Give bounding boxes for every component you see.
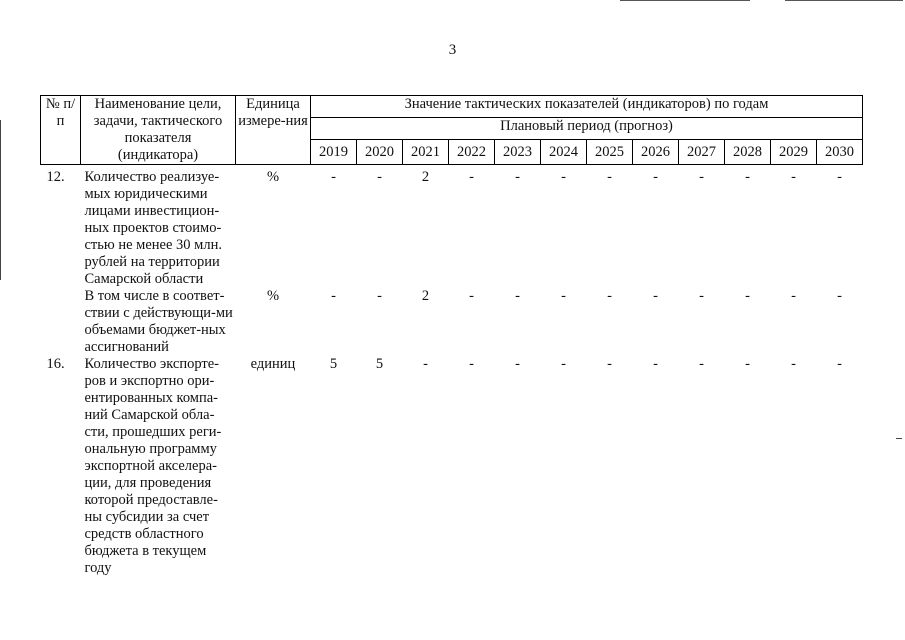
indicators-table: [40, 95, 863, 577]
value-cell: -: [653, 288, 658, 304]
value-cell: -: [561, 356, 566, 372]
value-cell: -: [469, 169, 474, 185]
header-unit: Единица измере-ния: [236, 96, 311, 165]
header-year: 2027: [679, 140, 725, 165]
header-plan-period: Плановый период (прогноз): [311, 118, 863, 140]
value-cell: -: [699, 288, 704, 304]
value-cell: -: [745, 169, 750, 185]
value-cell: -: [791, 169, 796, 185]
value-cell: -: [515, 288, 520, 304]
header-year: 2020: [357, 140, 403, 165]
unit-cell: %: [266, 288, 280, 304]
value-cell: -: [515, 356, 520, 372]
page-number: 3: [448, 42, 457, 58]
indicator-name: Количество экспорте-ров и экспортно ори-ентированных компа-ний Самарской обла-сти, прошедших реги-ональную программу экспортной акселера-ции, для проведения которой предоставле-ны субсидии за счет средств областного бюджета в текущем году: [84, 356, 222, 576]
value-cell: -: [377, 288, 382, 304]
header-year: 2029: [771, 140, 817, 165]
value-cell: 2: [421, 169, 430, 185]
indicator-name: Количество реализуе-мых юридическими лицами инвестицион-ных проектов стоимо-стью не менее 30 млн. рублей на территории Самарской области: [84, 169, 222, 287]
row-number: 16.: [46, 356, 65, 372]
value-cell: 5: [329, 356, 338, 372]
header-name: Наименование цели, задачи, тактического показателя (индикатора): [81, 96, 236, 165]
value-cell: -: [331, 169, 336, 185]
value-cell: -: [469, 288, 474, 304]
header-year: 2024: [541, 140, 587, 165]
table-row: [41, 356, 863, 577]
value-cell: 2: [421, 288, 430, 304]
value-cell: -: [607, 356, 612, 372]
top-scan-line-1: [620, 0, 750, 1]
header-num: № п/п: [41, 96, 81, 165]
row-number: 12.: [46, 169, 65, 185]
row-number: [41, 288, 81, 356]
value-cell: -: [653, 169, 658, 185]
value-cell: -: [561, 169, 566, 185]
header-year: 2021: [403, 140, 449, 165]
unit-cell: единиц: [250, 356, 296, 372]
value-cell: -: [653, 356, 658, 372]
right-scan-mark: [896, 438, 902, 439]
value-cell: -: [745, 356, 750, 372]
value-cell: -: [745, 288, 750, 304]
value-cell: -: [331, 288, 336, 304]
value-cell: -: [791, 288, 796, 304]
table-row: [41, 288, 863, 356]
value-cell: -: [837, 169, 842, 185]
value-cell: -: [607, 169, 612, 185]
value-cell: -: [791, 356, 796, 372]
top-scan-line-2: [785, 0, 903, 1]
header-year: 2028: [725, 140, 771, 165]
header-year: 2022: [449, 140, 495, 165]
table-row: [41, 165, 863, 289]
value-cell: -: [377, 169, 382, 185]
value-cell: -: [561, 288, 566, 304]
unit-cell: %: [266, 169, 280, 185]
header-values-title: Значение тактических показателей (индикаторов) по годам: [311, 96, 863, 118]
header-year: 2025: [587, 140, 633, 165]
value-cell: -: [607, 288, 612, 304]
value-cell: 5: [375, 356, 384, 372]
value-cell: -: [423, 356, 428, 372]
value-cell: -: [837, 288, 842, 304]
value-cell: -: [515, 169, 520, 185]
indicator-name: В том числе в соответ-ствии с действующи-ми объемами бюджет-ных ассигнований: [84, 288, 233, 355]
header-year: 2026: [633, 140, 679, 165]
header-year: 2030: [817, 140, 863, 165]
value-cell: -: [699, 169, 704, 185]
header-year: 2019: [311, 140, 357, 165]
value-cell: -: [837, 356, 842, 372]
value-cell: -: [699, 356, 704, 372]
header-year: 2023: [495, 140, 541, 165]
left-scan-edge: [0, 120, 1, 280]
value-cell: -: [469, 356, 474, 372]
